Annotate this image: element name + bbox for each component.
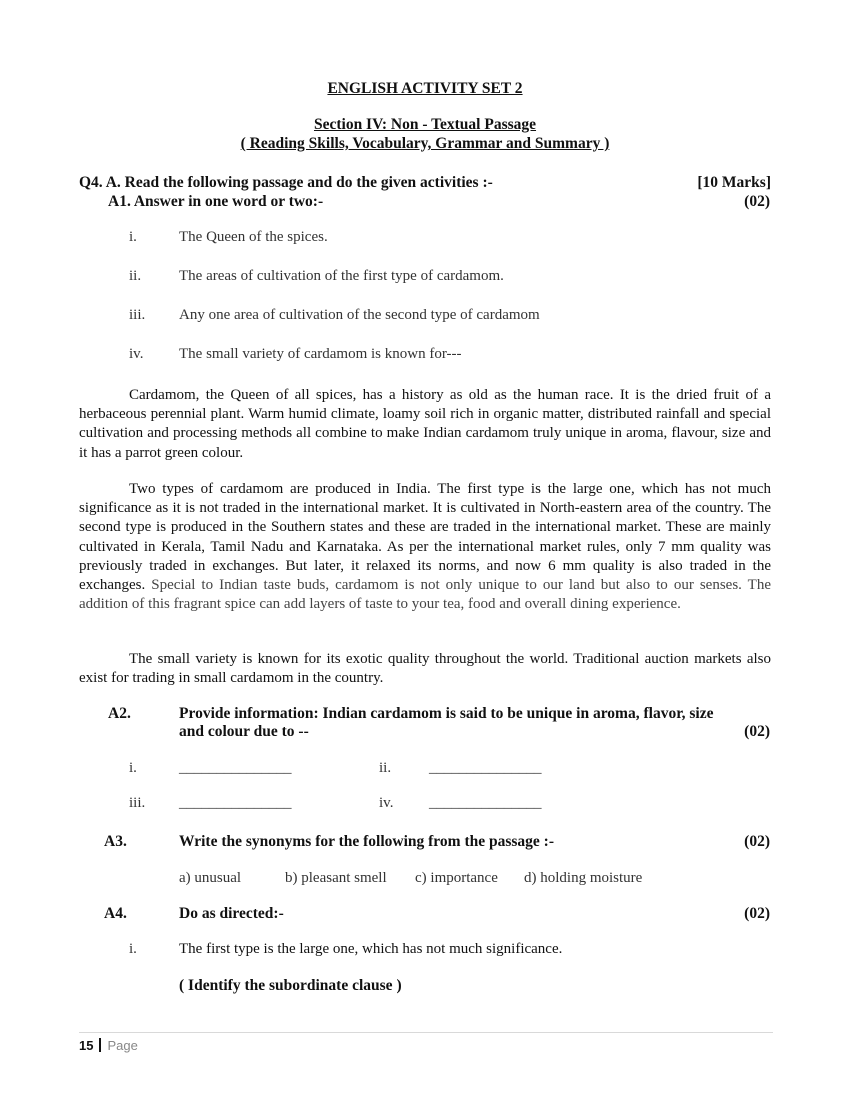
a4-marks: (02)	[744, 905, 770, 922]
page-footer	[79, 1038, 138, 1053]
a4-heading: Do as directed:-	[179, 905, 284, 922]
a1-item-number: i.	[129, 229, 137, 245]
a2-heading-line1: Provide information: Indian cardamom is said to be unique in aroma, flavor, size	[179, 705, 714, 722]
page-label: Page	[107, 1038, 138, 1053]
section-title: Section IV: Non - Textual Passage	[313, 116, 537, 133]
a3-label: A3.	[104, 833, 127, 850]
a1-item-text: The small variety of cardamom is known for---	[179, 346, 462, 362]
a2-answer-blank[interactable]: _______________	[179, 795, 292, 811]
section-subtitle: ( Reading Skills, Vocabulary, Grammar and Summary )	[240, 135, 610, 152]
a1-item-number: iii.	[129, 307, 146, 323]
a1-item-text: The Queen of the spices.	[179, 229, 328, 245]
a2-blank-number: i.	[129, 760, 137, 776]
page-number: 15	[79, 1038, 94, 1053]
a1-item-number: iv.	[129, 346, 144, 362]
passage-paragraph-1: Cardamom, the Queen of all spices, has a history as old as the human race. It is the dried fruit of a herbaceous perennial plant. Warm humid climate, loamy soil rich in organic matter, distributed rainfall and special cultivation and processing methods all combine to make Indian cardamom truly unique in aroma, flavour, size and it has a parrot green colour.	[79, 387, 771, 461]
a3-marks: (02)	[744, 833, 770, 850]
a4-instruction: ( Identify the subordinate clause )	[179, 977, 402, 994]
q4-heading: Q4. A. Read the following passage and do the given activities :-	[79, 174, 493, 191]
passage-paragraph-2: Two types of cardamom are produced in India. The first type is the large one, which has not much significance as it is not traded in the international market. It is cultivated in North-eastern area of the country. The second type is produced in the Southern states and these are traded in the international market. These are mainly cultivated in Kerala, Tamil Nadu and Karnataka. As per the international market rules, only 7 mm quality was previously traded in exchanges. But later, it relaxed its norms, and now 6 mm quality is also traded in the exchanges. Special to Indian taste buds, cardamom is not only unique to our land but also to our senses. The addition of this fragrant spice can add layers of taste to your tea, food and overall dining experience.	[79, 481, 771, 613]
a4-item-number: i.	[129, 941, 137, 957]
a2-blank-number: ii.	[379, 760, 392, 776]
a3-heading: Write the synonyms for the following from the passage :-	[179, 833, 554, 850]
a3-word-item: d) holding moisture	[524, 870, 643, 886]
page-title: ENGLISH ACTIVITY SET 2	[327, 80, 523, 97]
footer-divider	[79, 1032, 773, 1033]
a2-answer-blank[interactable]: _______________	[179, 760, 292, 776]
a2-answer-blank[interactable]: _______________	[429, 760, 542, 776]
a2-blank-number: iv.	[379, 795, 394, 811]
a4-label: A4.	[104, 905, 127, 922]
a3-word-item: b) pleasant smell	[285, 870, 387, 886]
a3-word-item: a) unusual	[179, 870, 242, 886]
a3-word-item: c) importance	[415, 870, 498, 886]
q4-marks: [10 Marks]	[697, 174, 771, 191]
a2-answer-blank[interactable]: _______________	[429, 795, 542, 811]
a1-item-text: The areas of cultivation of the first type of cardamom.	[179, 268, 504, 284]
a1-marks: (02)	[744, 193, 770, 210]
a4-item-text: The first type is the large one, which has not much significance.	[179, 941, 563, 957]
a1-heading: A1. Answer in one word or two:-	[108, 193, 324, 210]
a2-blank-number: iii.	[129, 795, 146, 811]
passage-paragraph-3: The small variety is known for its exotic quality throughout the world. Traditional auction markets also exist for trading in small cardamom in the country.	[79, 651, 771, 687]
a1-item-number: ii.	[129, 268, 142, 284]
a2-marks: (02)	[744, 723, 770, 740]
footer-separator	[99, 1038, 101, 1052]
a2-label: A2.	[108, 705, 131, 722]
a1-item-text: Any one area of cultivation of the second type of cardamom	[179, 307, 540, 323]
a2-heading-line2: and colour due to --	[179, 723, 309, 740]
